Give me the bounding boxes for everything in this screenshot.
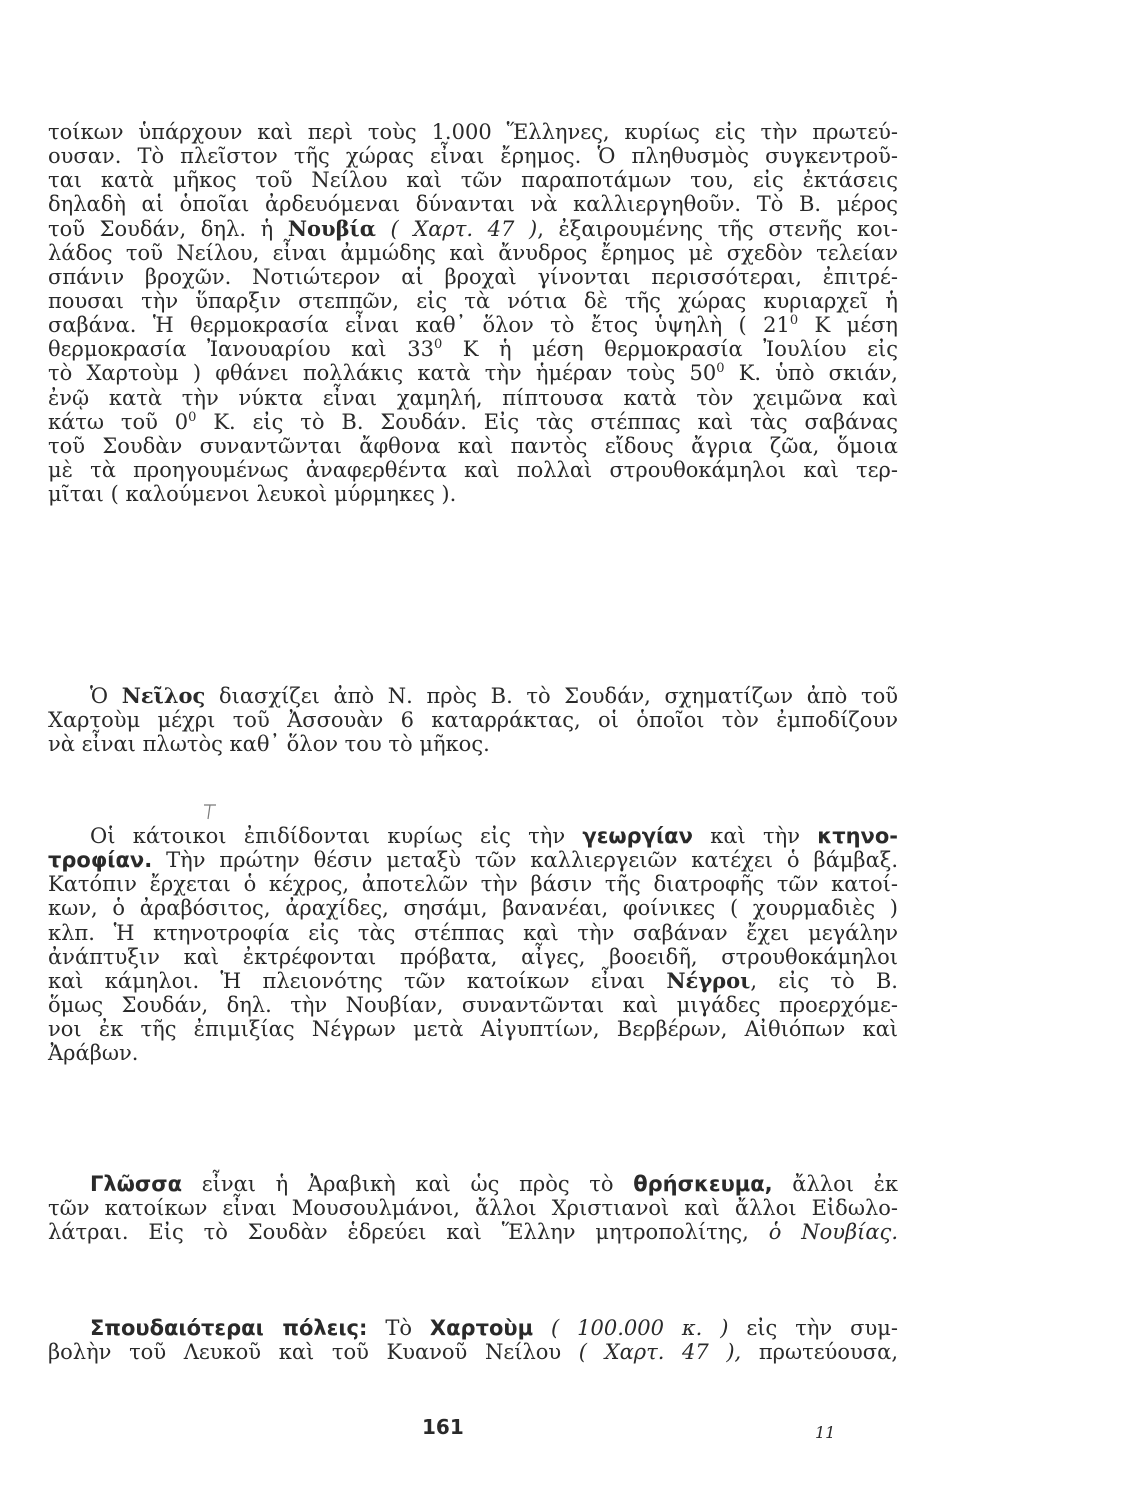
text-line — [48, 969, 898, 993]
text-line: τῶν κατοίκων εἶναι Μουσουλμάνοι, ἄλλοι Χριστιανοὶ καὶ ἄλλοι Εἰδωλο- — [48, 1196, 898, 1221]
text-fragment: καὶ κάμηλοι. Ἡ πλειονότης τῶν κατοίκων εἶναι — [48, 968, 667, 993]
text-fragment: εἶναι ἡ Ἀραβικὴ καὶ ὡς πρὸς τὸ — [182, 1172, 634, 1196]
text-fragment: τοῦ Σουδάν, δηλ. ἡ — [48, 216, 288, 241]
text-line — [48, 824, 898, 848]
italic-title: ὁ Νουβίας. — [768, 1220, 898, 1245]
bold-term-negroes: Νέγροι — [666, 967, 751, 993]
text-line: Ἀράβων. — [48, 1041, 139, 1066]
bold-term-nile: Νεῖλος — [121, 683, 206, 708]
population-note: ( 100.000 κ. ) — [533, 1316, 729, 1340]
text-line: ἀνάπτυξιν καὶ ἐκτρέφονται πρόβατα, αἶγες, βοοειδῆ, στρουθοκάμηλοι — [48, 944, 898, 969]
text-fragment: Τὸ — [367, 1316, 430, 1340]
text-fragment: εἰς τὴν συμ- — [728, 1316, 898, 1340]
text-fragment: Τὴν πρώτην θέσιν μεταξὺ τῶν καλλιεργειῶν κατέχει ὁ βάμβαξ. — [152, 848, 898, 873]
text-fragment: Κ. εἰς τὸ Β. Σουδάν. Εἰς τὰς στέππας καὶ τὰς σαβάνας — [196, 409, 898, 434]
bold-term-livestock: κτηνο- — [817, 824, 898, 848]
text-fragment: σαβάνα. Ἡ θερμοκρασία εἶναι καθ᾽ ὅλον τὸ ἔτος ὑψηλὴ ( 21 — [48, 313, 790, 338]
paragraph-agriculture — [48, 824, 898, 1065]
text-line — [48, 337, 898, 361]
text-line: Χαρτοὺμ μέχρι τοῦ Ἀσσουὰν 6 καταρράκτας, οἱ ὁποῖοι τὸν ἐμποδίζουν — [48, 708, 898, 733]
text-line: μὲ τὰ προηγουμένως ἀναφερθέντα καὶ πολλαὶ στρουθοκάμηλοι καὶ τερ- — [48, 457, 898, 482]
text-fragment: Κ ἡ μέση θερμοκρασία Ἰουλίου εἰς — [442, 337, 898, 362]
text-fragment: κάτω τοῦ 0 — [48, 409, 189, 434]
text-fragment: , ἐξαιρουμένης τῆς στενῆς κοι- — [537, 216, 898, 241]
text-fragment: Κ μέση — [798, 313, 898, 338]
bold-heading-cities: Σπουδαιότεραι πόλεις: — [90, 1316, 368, 1340]
text-line: σπάνιν βροχῶν. Νοτιώτερον αἱ βροχαὶ γίνονται περισσότεραι, ἐπιτρέ- — [48, 264, 898, 289]
degree-superscript: 0 — [789, 313, 799, 329]
degree-superscript: 0 — [433, 337, 443, 353]
text-line — [48, 1316, 898, 1340]
text-line: ουσαν. Τὸ πλεῖστον τῆς χώρας εἶναι ἔρημος. Ὁ πληθυσμὸς συγκεντροῦ- — [48, 144, 898, 169]
bold-term-agriculture: γεωργίαν — [582, 824, 693, 848]
text-line — [48, 217, 898, 241]
text-line: ται κατὰ μῆκος τοῦ Νείλου καὶ τῶν παραποτάμων του, εἰς ἐκτάσεις — [48, 168, 898, 193]
pencil-mark-icon — [202, 803, 218, 821]
text-line — [48, 361, 898, 385]
text-line: τοίκων ὑπάρχουν καὶ περὶ τοὺς 1.000 Ἕλληνες, κυρίως εἰς τὴν πρωτεύ- — [48, 120, 898, 144]
text-line — [48, 1172, 898, 1196]
text-line: Κατόπιν ἔρχεται ὁ κέχρος, ἀποτελῶν τὴν βάσιν τῆς διατροφῆς τῶν κατοί- — [48, 872, 898, 897]
text-line: ἐνῷ κατὰ τὴν νύκτα εἶναι χαμηλή, πίπτουσα κατὰ τὸν χειμῶνα καὶ — [48, 385, 898, 410]
text-fragment: Κ. ὑπὸ σκιάν, — [724, 361, 898, 386]
text-line: τοῦ Σουδὰν συναντῶνται ἄφθονα καὶ παντὸς εἴδους ἄγρια ζῶα, ὅμοια — [48, 433, 898, 458]
text-line: μῖται ( καλούμενοι λευκοὶ μύρμηκες ). — [48, 482, 457, 507]
text-line: πουσαι τὴν ὕπαρξιν στεππῶν, εἰς τὰ νότια δὲ τῆς χώρας κυριαρχεῖ ἡ — [48, 288, 898, 313]
text-fragment: , εἰς τὸ Β. — [750, 968, 898, 993]
bold-term-khartoum: Χαρτοὺμ — [429, 1316, 534, 1340]
text-fragment: Οἱ κάτοικοι ἐπιδίδονται κυρίως εἰς τὴν — [90, 824, 583, 848]
text-line — [48, 1340, 898, 1364]
paragraph-language-religion — [48, 1172, 898, 1244]
bold-term-religion: θρήσκευμα, — [633, 1172, 773, 1196]
text-line: νὰ εἶναι πλωτὸς καθ᾽ ὅλον του τὸ μῆκος. — [48, 732, 490, 757]
paragraph-climate-fauna — [48, 120, 898, 506]
text-line — [48, 313, 898, 337]
paragraph-nile — [48, 684, 898, 756]
text-fragment: ἄλλοι ἐκ — [772, 1172, 899, 1196]
text-fragment: βολὴν τοῦ Λευκοῦ καὶ τοῦ Κυανοῦ Νείλου — [48, 1340, 579, 1365]
text-line: δηλαδὴ αἱ ὁποῖαι ἀρδευόμεναι δύνανται νὰ καλλιεργηθοῦν. Τὸ Β. μέρος — [48, 192, 898, 217]
text-line — [48, 848, 898, 872]
text-line: νοι ἐκ τῆς ἐπιμιξίας Νέγρων μετὰ Αἰγυπτίων, Βερβέρων, Αἰθιόπων καὶ — [48, 1017, 898, 1042]
text-line — [48, 684, 898, 708]
text-fragment: διασχίζει ἀπὸ Ν. πρὸς Β. τὸ Σουδάν, σχηματίζων ἀπὸ τοῦ — [205, 684, 898, 708]
text-line: ὅμως Σουδάν, δηλ. τὴν Νουβίαν, συναντῶνται καὶ μιγάδες προερχόμε- — [48, 992, 898, 1017]
map-reference: ( Χαρτ. 47 ), — [578, 1340, 742, 1365]
signature-number: 11 — [815, 1423, 836, 1442]
text-fragment: Ὁ — [90, 684, 122, 708]
page-number: 161 — [422, 1415, 464, 1439]
text-line — [48, 410, 898, 434]
text-line: κλπ. Ἡ κτηνοτροφία εἰς τὰς στέππας καὶ τὴν σαβάναν ἔχει μεγάλην — [48, 920, 898, 945]
text-line — [48, 1220, 898, 1244]
bold-term-language: Γλῶσσα — [90, 1172, 183, 1196]
paragraph-cities — [48, 1316, 898, 1364]
text-fragment: τὸ Χαρτοὺμ ) φθάνει πολλάκις κατὰ τὴν ἡμέραν τοὺς 50 — [48, 361, 717, 386]
degree-superscript: 0 — [188, 409, 197, 425]
bold-term-livestock-cont: τροφίαν. — [48, 848, 153, 873]
text-fragment: πρωτεύουσα, — [741, 1340, 898, 1365]
text-fragment: καὶ τὴν — [692, 824, 818, 848]
text-line: λάδος τοῦ Νείλου, εἶναι ἀμμώδης καὶ ἄνυδρος ἔρημος μὲ σχεδὸν τελείαν — [48, 240, 898, 265]
text-fragment: λάτραι. Εἰς τὸ Σουδὰν ἑδρεύει καὶ Ἕλλην μητροπολίτης, — [48, 1220, 769, 1245]
text-fragment: θερμοκρασία Ἰανουαρίου καὶ 33 — [48, 337, 434, 362]
map-reference: ( Χαρτ. 47 ) — [375, 216, 538, 241]
text-line: κων, ὁ ἀραβόσιτος, ἀραχίδες, σησάμι, βανανέαι, φοίνικες ( χουρμαδιὲς ) — [48, 896, 898, 921]
degree-superscript: 0 — [716, 361, 725, 377]
bold-term-nubia: Νουβία — [287, 215, 376, 241]
